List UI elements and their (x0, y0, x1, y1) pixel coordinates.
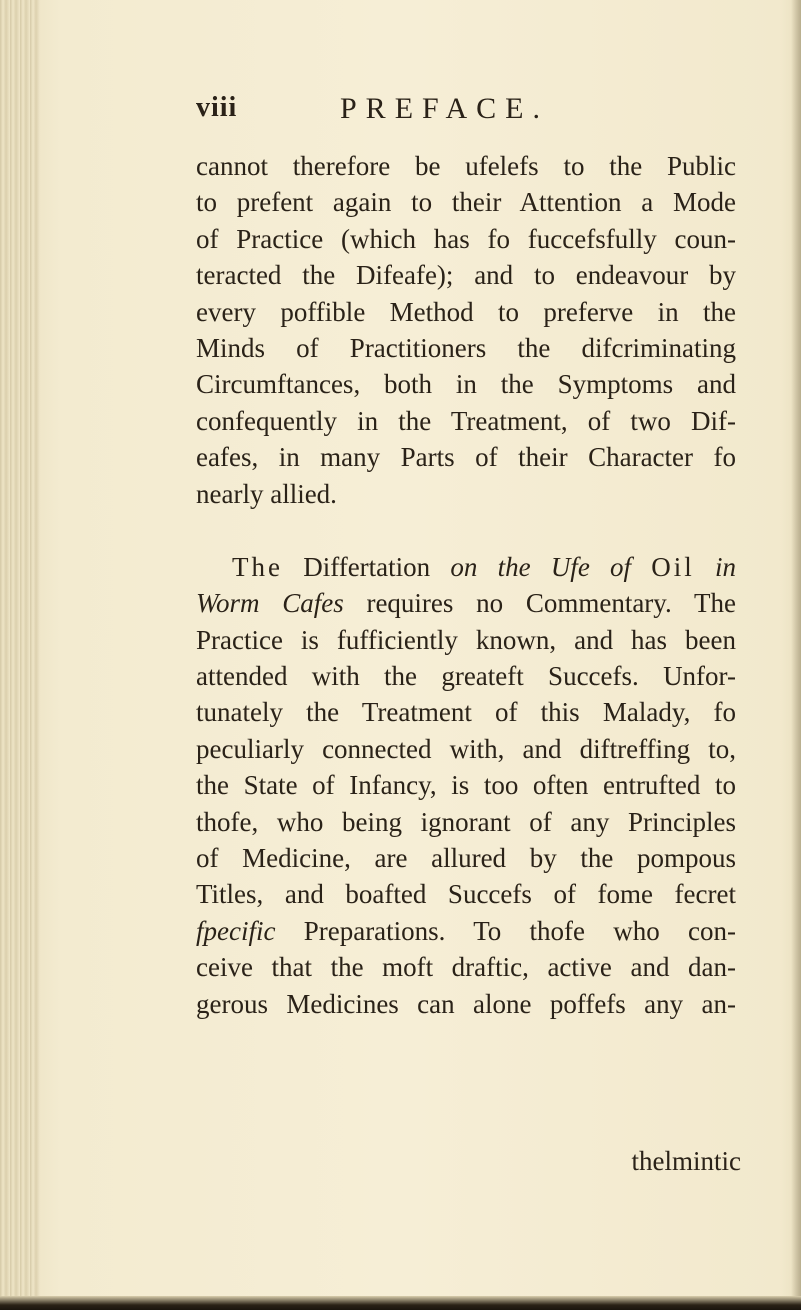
page-right-edge (791, 0, 801, 1310)
italic-in: in (714, 551, 736, 582)
catchword: thelmintic (631, 1146, 741, 1176)
text-line: Practice is fufficiently known, and has been (196, 624, 736, 655)
paragraph-gap (196, 512, 736, 549)
text-line: nearly allied. (196, 478, 337, 509)
binding-edge (0, 0, 40, 1310)
line-rest: requires no Commentary. The (366, 588, 736, 619)
text-line: eafes, in many Parts of their Character fo (196, 442, 736, 473)
small-caps-oil: Oil (651, 551, 695, 582)
line-rest: Preparations. To thofe who con- (303, 915, 736, 946)
running-head: PREFACE. (340, 92, 549, 125)
text-line (196, 549, 736, 585)
page-number: viii (196, 92, 238, 123)
text-line: peculiarly connected with, and diftreffing to, (196, 733, 736, 764)
text-line: ceive that the moft draftic, active and dan- (196, 952, 736, 983)
text-line: cannot therefore be ufelefs to the Public (196, 151, 736, 181)
text-line: the State of Infancy, is too often entrufted to (196, 770, 736, 801)
body-text (196, 148, 736, 1022)
text-line: Minds of Practitioners the difcriminating (196, 332, 736, 363)
text-line: thofe, who being ignorant of any Principles (196, 806, 736, 837)
page-header (196, 92, 616, 132)
text-line (196, 585, 736, 621)
text-line: tunately the Treatment of this Malady, fo (196, 697, 736, 728)
text-line (196, 913, 736, 949)
text-line: of Medicine, are allured by the pompous (196, 843, 736, 874)
text-line: every poffible Method to preferve in the (196, 296, 736, 327)
text-line: Circumftances, both in the Symptoms and (196, 369, 736, 400)
italic-on-the-use-of: on the Ufe of (450, 551, 632, 582)
page-bottom-edge (0, 1296, 801, 1310)
dissertation-word: Differtation (303, 551, 431, 582)
text-line: to prefent again to their Attention a Mode (196, 187, 736, 218)
text-line: Titles, and boafted Succefs of fome fecret (196, 879, 736, 910)
small-caps-the: The (232, 551, 283, 582)
text-line: confequently in the Treatment, of two Dif- (196, 405, 736, 436)
italic-specific: fpecific (196, 915, 276, 946)
text-line: attended with the greateft Succefs. Unfor- (196, 661, 736, 692)
text-line: of Practice (which has fo fuccefsfully coun- (196, 223, 736, 254)
text-line: teracted the Difeafe); and to endeavour by (196, 260, 736, 291)
text-line: gerous Medicines can alone poffefs any an- (196, 988, 736, 1019)
italic-worm-cases: Worm Cafes (196, 588, 344, 619)
